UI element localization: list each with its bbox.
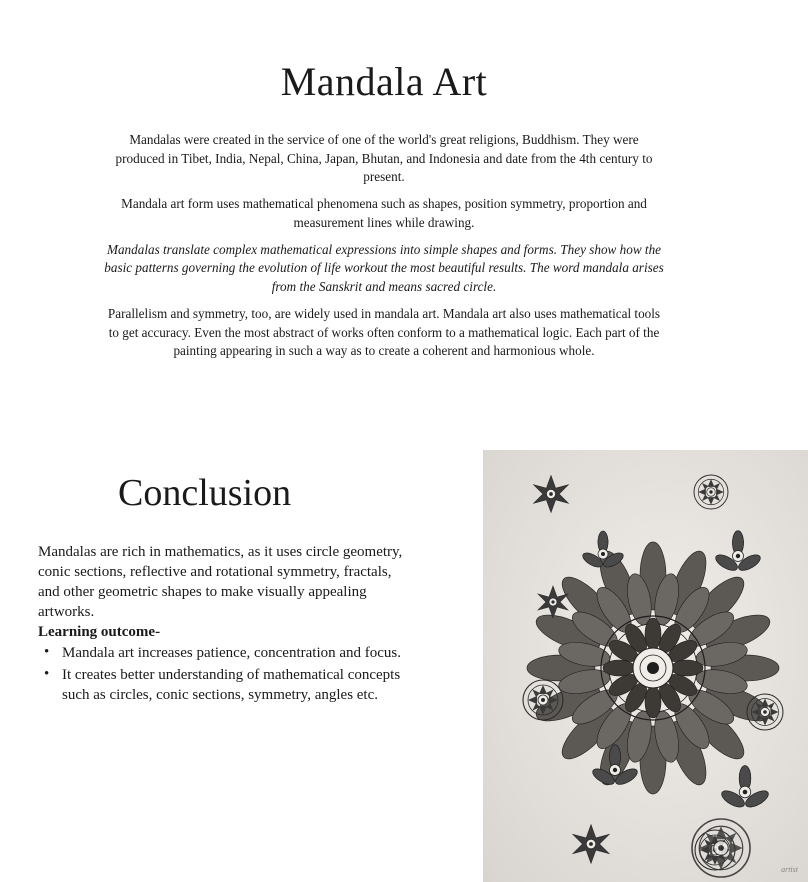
slide-mandala-art [0, 0, 768, 430]
list-item-label: Mandala art increases patience, concentration and focus. [62, 645, 402, 662]
conclusion-title: Conclusion [118, 472, 292, 514]
learning-outcome-list [38, 643, 404, 704]
list-item [38, 643, 404, 663]
artist-signature: artist [781, 865, 798, 874]
conclusion-body [38, 542, 404, 706]
bullet-dot-icon: • [44, 665, 50, 682]
paragraph-2: Mandala art form uses mathematical phenomena such as shapes, position symmetry, proportion and measurement lines while drawing. [121, 196, 647, 230]
page-title: Mandala Art [280, 59, 488, 104]
list-item [38, 665, 404, 705]
paragraph-1: Mandalas were created in the service of one of the world's great religions, Buddhism. They were produced in Tibet, India, Nepal, China, Japan, Bhutan, and Indonesia and date from the 4th century to present. [115, 132, 653, 185]
list-item-label: It creates better understanding of mathematical concepts such as circles, conic sections, symmetry, angles etc. [62, 666, 401, 703]
mandala-illustration [483, 450, 808, 882]
paragraph-3-italic: Mandalas translate complex mathematical expressions into simple shapes and forms. They show how the basic patterns governing the evolution of life workout the most beautiful results. The word mandala arises from the Sanskrit and means sacred circle. [104, 241, 664, 295]
paragraph-4: Parallelism and symmetry, too, are widely used in mandala art. Mandala art also uses mathematical tools to get accuracy. Even the most abstract of works often conform to a mathematical logic. Each part of the painting appearing in such a way as to create a coherent and harmonious whole. [107, 305, 661, 359]
bullet-dot-icon: • [44, 644, 50, 661]
conclusion-intro: Mandalas are rich in mathematics, as it uses circle geometry, conic sections, reflective and rotational symmetry, fractals, and other geometric shapes to make visually appealing artworks. [38, 544, 403, 621]
slide-conclusion [0, 430, 798, 874]
mandala-drawing-photo [483, 450, 808, 882]
learning-outcome-label: Learning outcome- [38, 624, 161, 641]
slide1-body [104, 131, 664, 361]
